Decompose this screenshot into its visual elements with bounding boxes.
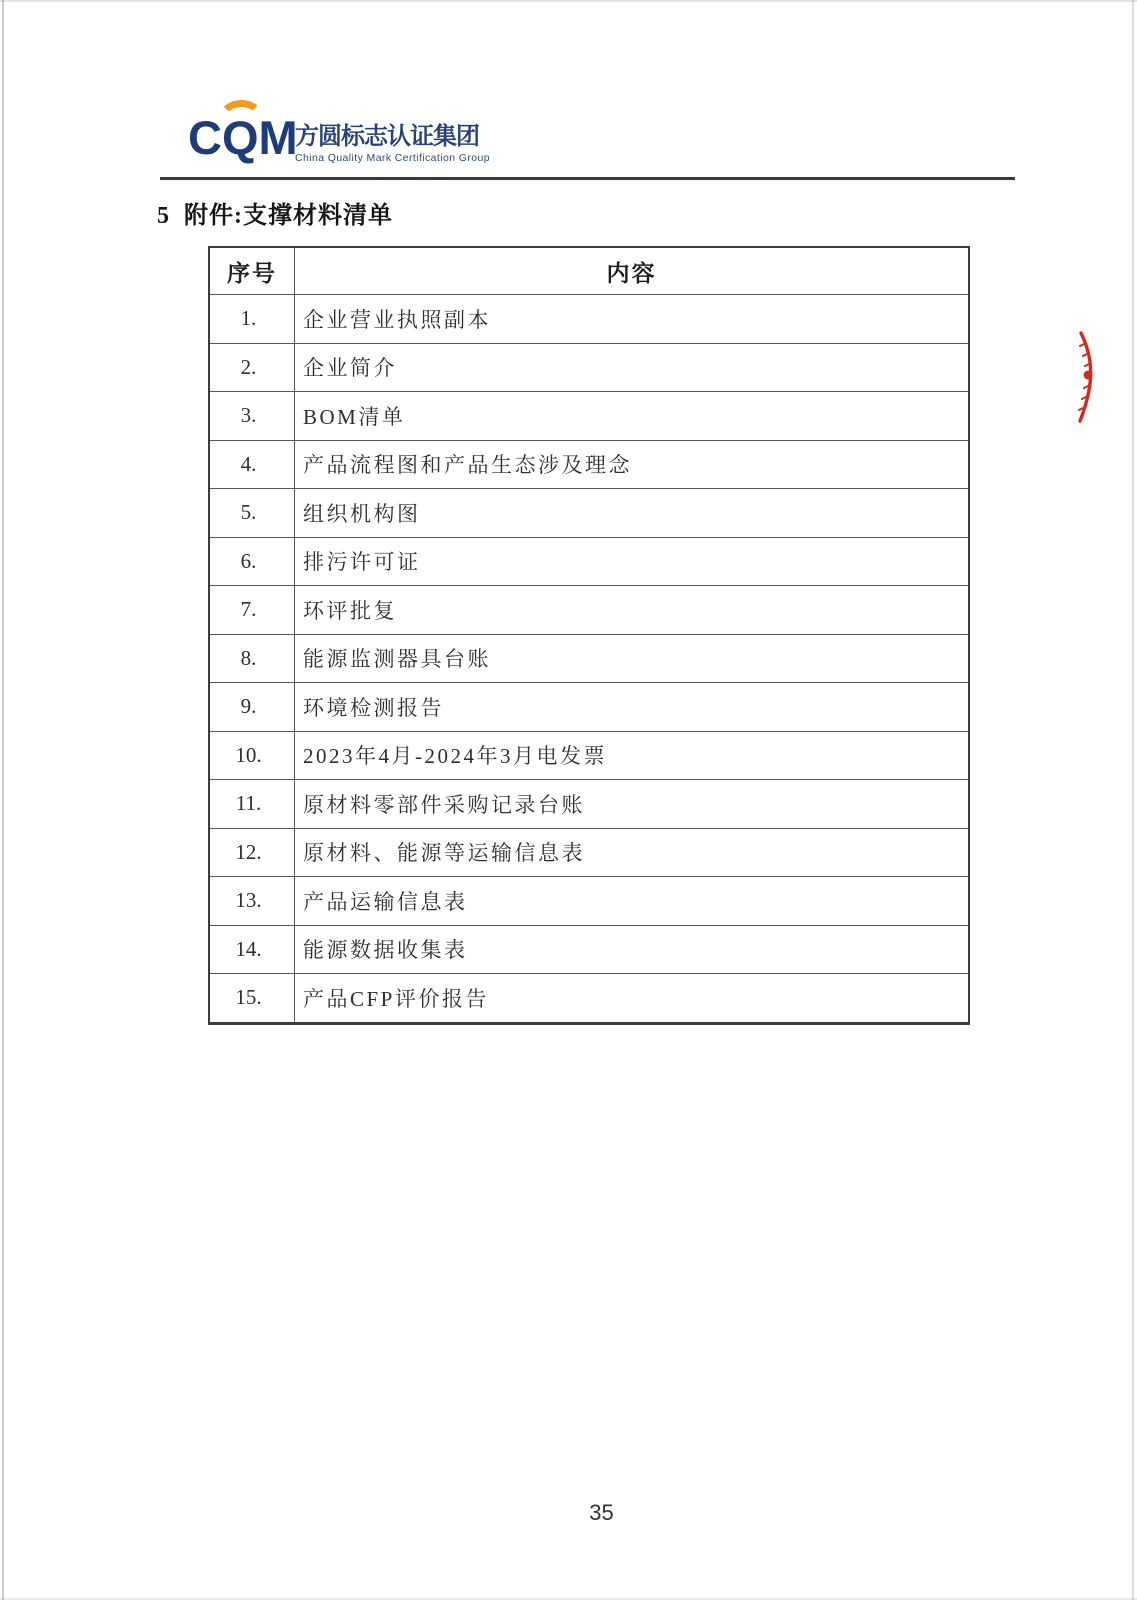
table-row <box>209 683 969 732</box>
row-number-cell: 12. <box>209 828 295 877</box>
row-content-cell: 环评批复 <box>295 586 970 635</box>
row-content-cell: 产品运输信息表 <box>295 877 970 926</box>
row-number-cell: 1. <box>209 295 295 344</box>
row-content-cell: 能源监测器具台账 <box>295 634 970 683</box>
row-number-cell: 4. <box>209 440 295 489</box>
row-number-cell: 11. <box>209 780 295 829</box>
table-row <box>209 828 969 877</box>
row-content-cell: 组织机构图 <box>295 489 970 538</box>
red-stamp-mark-icon <box>1058 320 1108 432</box>
row-number-cell: 14. <box>209 925 295 974</box>
table-row <box>209 731 969 780</box>
table-row <box>209 392 969 441</box>
row-content-cell: 企业简介 <box>295 343 970 392</box>
table-row <box>209 877 969 926</box>
brand-name-cn: 方圆标志认证集团 <box>295 123 479 150</box>
row-number-cell: 13. <box>209 877 295 926</box>
table-row <box>209 343 969 392</box>
row-content-cell: 环境检测报告 <box>295 683 970 732</box>
cqm-logo <box>188 111 298 164</box>
materials-table-body <box>209 295 969 1024</box>
row-number-cell: 15. <box>209 974 295 1024</box>
section-title <box>157 195 393 230</box>
scan-edge-top <box>0 0 1137 2</box>
page-number: 35 <box>589 1500 614 1525</box>
col-header-no: 序号 <box>209 247 295 295</box>
table-row <box>209 974 969 1024</box>
table-row <box>209 440 969 489</box>
row-content-cell: 排污许可证 <box>295 537 970 586</box>
row-content-cell: 能源数据收集表 <box>295 925 970 974</box>
table-row <box>209 295 969 344</box>
row-number-cell: 3. <box>209 392 295 441</box>
scan-edge-left <box>2 0 4 1600</box>
row-number-cell: 7. <box>209 586 295 635</box>
row-content-cell: 原材料、能源等运输信息表 <box>295 828 970 877</box>
logo-text: CQM <box>188 111 298 164</box>
table-row <box>209 925 969 974</box>
table-row <box>209 586 969 635</box>
table-row <box>209 634 969 683</box>
row-number-cell: 6. <box>209 537 295 586</box>
table-row <box>209 780 969 829</box>
row-content-cell: 原材料零部件采购记录台账 <box>295 780 970 829</box>
row-number-cell: 5. <box>209 489 295 538</box>
row-number-cell: 10. <box>209 731 295 780</box>
section-number: 5 <box>157 203 170 229</box>
supporting-materials-table <box>208 246 970 1025</box>
row-content-cell: 企业营业执照副本 <box>295 295 970 344</box>
section-title-text: 附件:支撑材料清单 <box>184 203 393 229</box>
row-number-cell: 2. <box>209 343 295 392</box>
brand-block <box>295 124 490 164</box>
col-header-content: 内容 <box>295 247 970 295</box>
row-number-cell: 8. <box>209 634 295 683</box>
row-number-cell: 9. <box>209 683 295 732</box>
row-content-cell: 2023年4月-2024年3月电发票 <box>295 731 970 780</box>
header-divider <box>160 177 1015 180</box>
table-header-row <box>209 247 969 295</box>
brand-name-en: China Quality Mark Certification Group <box>295 152 490 165</box>
table-row <box>209 489 969 538</box>
scan-edge-right <box>1132 0 1134 1600</box>
table-row <box>209 537 969 586</box>
row-content-cell: BOM清单 <box>295 392 970 441</box>
row-content-cell: 产品CFP评价报告 <box>295 974 970 1024</box>
row-content-cell: 产品流程图和产品生态涉及理念 <box>295 440 970 489</box>
